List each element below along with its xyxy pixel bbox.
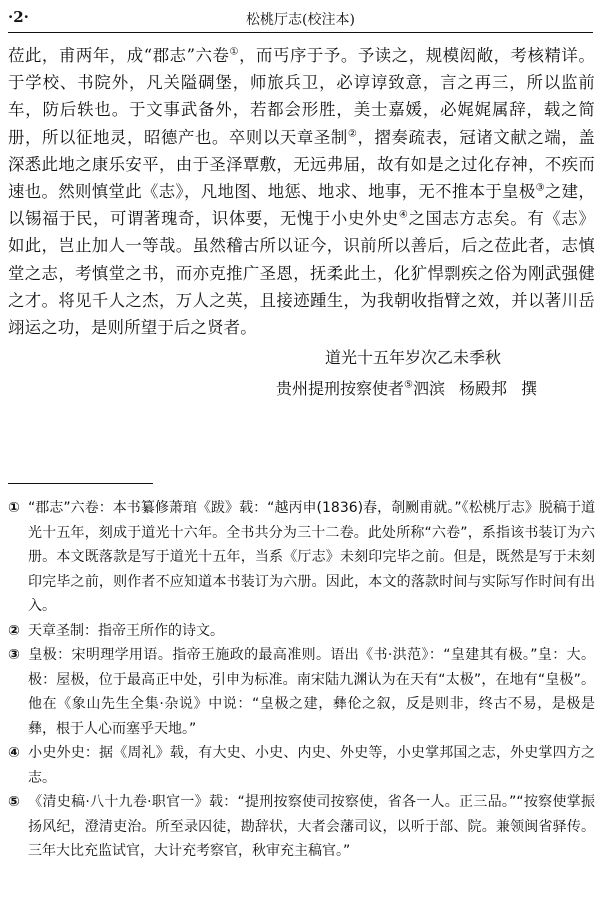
- footnote-3: [8, 643, 595, 741]
- footnote-mark: ⑤: [8, 794, 20, 810]
- author-title: 贵州提刑按察使者: [276, 379, 405, 398]
- preface-body: [8, 42, 595, 341]
- footnote-mark: ②: [8, 622, 20, 639]
- footnote-text: 皇极：宋明理学用语。指帝王施政的最高准则。语出《书·洪范》：“皇建其有极。”皇：大。极：屋极，位于最高正中处，引申为标准。南宋陆九渊认为在天有“太极”，在地有“皇极”。他在《象山先生全集·杂说》中说：“皇极之建，彝伦之叙，反是则非，终古不易，是极是彝，根于人心而塞乎天地。”: [28, 647, 595, 737]
- signature-date: 道光十五年岁次乙未季秋: [325, 348, 502, 367]
- author-action: 撰: [521, 379, 538, 398]
- header-rule: [8, 32, 593, 33]
- footnote-text: “郡志”六卷：本书纂修萧琯《跋》载：“越丙申(1836)春，剞劂甫就。”《松桃厅志》脱稿于道光十五年，刻成于道光十六年。全书共分为三十二卷。此处所称“六卷”，系指该书装订为六册。本文既落款是写于道光十五年，当系《厅志》未刻印完毕之前。但是，既然是写于未刻印完毕之前，则作者不应知道本书装订为六册。因此，本文的落款时间与实际写作时间有出入。: [28, 500, 595, 614]
- footnote-4: [8, 741, 595, 790]
- page-header: [8, 6, 593, 32]
- footnote-text: 小史外史：据《周礼》载，有大史、小史、内史、外史等，小史掌邦国之志，外史掌四方之志。: [28, 745, 595, 786]
- text-run: 之建，以锡福于民，可谓著瑰奇，识体要，无愧于小史外史: [8, 182, 595, 229]
- footnotes: [8, 496, 595, 864]
- running-title: 松桃厅志(校注本): [246, 12, 355, 28]
- footnote-1: [8, 496, 595, 619]
- text-run: 之国志方志矣。有《志》如此，岂止加人一等哉。虽然稽古所以证今，识前所以善后，后之莅此者，志慎堂之志，考慎堂之书，而亦克推广圣恩，抚柔此土，化犷悍剽疾之俗为刚武强健之才。将见千人之杰，万人之英，且接迹踵生，为我朝收指臂之效，并以著川岳翊运之功，是则所望于后之贤者。: [8, 209, 595, 338]
- text-run: ，而丐序于予。予读之，规模闳敞，考核精详。于学校、书院外，凡关隘碉堡，师旅兵卫，必谆谆致意，言之再三，所以监前车，防后轶也。于文事武备外，若都会形胜，美士嘉媛，必娓娓属辞，载之简册，所以征地灵，昭德产也。卒则以天章圣制: [8, 46, 595, 147]
- footnote-ref-2: ②: [347, 128, 358, 140]
- preface-paragraph: [8, 42, 595, 341]
- text-run: ，摺奏疏表，冠诸文献之端，盖深悉此地之康乐安平，由于圣泽覃敷，无远弗届，故有如是之过化存神，不疾而速也。然则慎堂此《志》，凡地图、地惩、地求、地事，无不推本于皇极: [8, 127, 595, 202]
- text-run: 莅此，甫两年，成“郡志”六卷: [8, 46, 230, 65]
- footnote-mark: ④: [8, 745, 20, 761]
- page-number: ·2·: [8, 8, 29, 26]
- footnote-mark: ③: [8, 647, 20, 663]
- footnote-ref-3: ③: [535, 182, 545, 194]
- footnote-text: 天章圣制：指帝王所作的诗文。: [28, 622, 224, 639]
- footnote-text: 《清史稿·八十九卷·职官一》载：“提刑按察使司按察使，省各一人。正三品。”“按察使掌振扬风纪，澄清吏治。所至录囚徒，勘辞状，大者会藩司议，以听于部、院。兼领闽省驿传。三年大比充监试官，大计充考察官，秋审充主稿官。”: [28, 794, 595, 859]
- author-name: 杨殿邦: [459, 379, 508, 398]
- footnote-mark: ①: [8, 500, 20, 516]
- footnote-2: [8, 619, 595, 644]
- signature-author: [276, 376, 537, 399]
- footnote-5: [8, 790, 595, 864]
- footnote-ref-1: ①: [229, 46, 240, 58]
- author-place: 泗滨: [412, 379, 445, 398]
- footnote-rule: [8, 483, 153, 484]
- footnote-ref-4: ④: [398, 209, 409, 221]
- footnote-ref-5: ⑤: [404, 379, 413, 391]
